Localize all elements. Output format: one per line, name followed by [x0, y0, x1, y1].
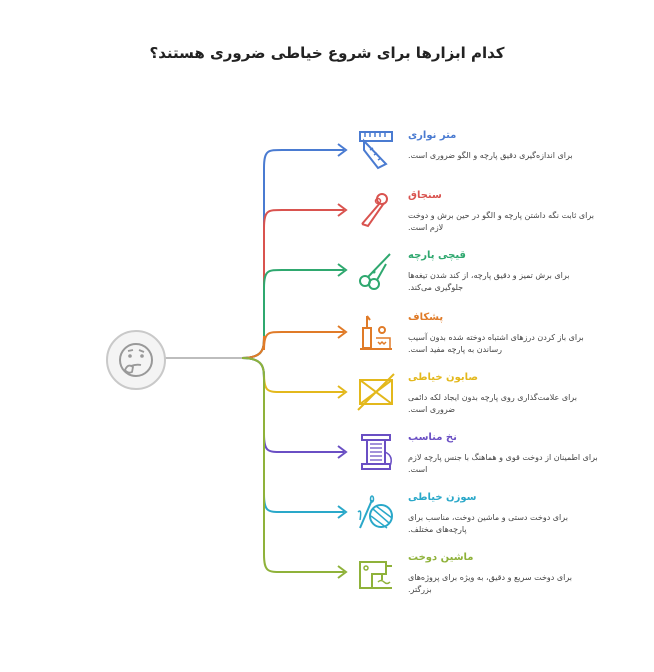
tool-description: برای ثابت نگه داشتن پارچه و الگو در حین برش و دوخت لازم است.	[408, 211, 594, 232]
tool-description: برای برش تمیز و دقیق پارچه، از کند شدن تیغه‌ها جلوگیری می‌کند.	[408, 271, 570, 292]
tool-item	[356, 130, 606, 184]
tool-description: برای اطمینان از دوخت قوی و هماهنگ با جنس پارچه لازم است.	[408, 453, 598, 474]
tool-item	[356, 372, 606, 426]
tool-item	[356, 250, 606, 304]
seam-ripper-icon	[356, 312, 396, 352]
tool-description: برای باز کردن درزهای اشتباه دوخته شده بدون آسیب رساندن به پارچه مفید است.	[408, 333, 584, 354]
sewing-machine-icon	[356, 552, 396, 592]
root-node	[106, 330, 166, 390]
thread-spool-icon	[356, 432, 396, 472]
tool-label: پشکاف	[408, 312, 444, 323]
branch-line	[242, 358, 344, 572]
branch-line	[242, 210, 344, 358]
tailor-chalk-icon	[356, 372, 396, 412]
tool-description: برای دوخت دستی و ماشین دوخت، مناسب برای پارچه‌های مختلف.	[408, 513, 568, 534]
tool-item	[356, 432, 606, 486]
tool-label: متر نواری	[408, 130, 457, 141]
safety-pin-icon	[356, 190, 396, 230]
tool-item	[356, 312, 606, 366]
diagram-title: کدام ابزارها برای شروع خیاطی ضروری هستند؟	[149, 44, 505, 62]
tool-label: قیچی پارچه	[408, 250, 466, 261]
tool-description: برای علامت‌گذاری روی پارچه بدون ایجاد لکه دائمی ضروری است.	[408, 393, 577, 414]
branch-line	[242, 332, 344, 358]
branch-line	[242, 150, 344, 358]
branch-line	[242, 358, 344, 392]
tool-item	[356, 552, 606, 606]
branch-line	[242, 358, 344, 512]
tool-description: برای اندازه‌گیری دقیق پارچه و الگو ضروری است.	[408, 151, 573, 160]
thinking-face-icon	[116, 340, 156, 380]
tool-label: سوزن خیاطی	[408, 492, 477, 503]
tool-label: نخ مناسب	[408, 432, 457, 443]
tool-label: صابون خیاطی	[408, 372, 479, 383]
tool-label: سنجاق	[408, 190, 442, 201]
needle-yarn-icon	[356, 492, 396, 532]
scissors-icon	[356, 250, 396, 290]
tape-measure-icon	[356, 130, 396, 170]
tool-label: ماشین دوخت	[408, 552, 474, 563]
tool-item	[356, 190, 606, 244]
tool-item	[356, 492, 606, 546]
branch-line	[242, 270, 344, 358]
tool-description: برای دوخت سریع و دقیق، به ویژه برای پروژه‌های بزرگتر.	[408, 573, 573, 594]
branch-line	[242, 358, 344, 452]
